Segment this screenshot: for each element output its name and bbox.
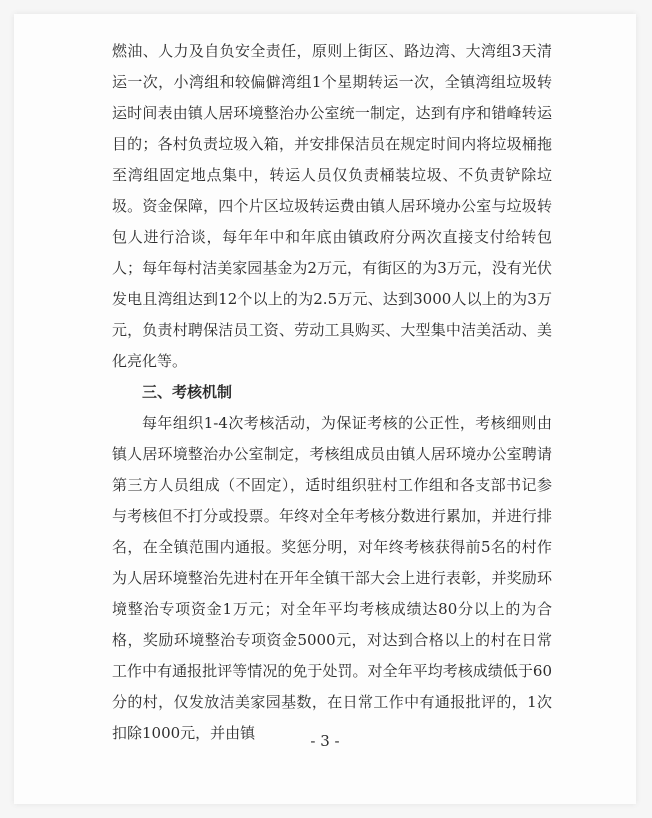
document-body <box>112 36 552 749</box>
document-page <box>14 14 636 804</box>
continued-paragraph: 燃油、人力及自负安全责任，原则上街区、路边湾、大湾组3天清运一次，小湾组和较偏僻湾组1个星期转运一次，全镇湾组垃圾转运时间表由镇人居环境整治办公室统一制定，达到有序和错峰转运目的；各村负责垃圾入箱，并安排保洁员在规定时间内将垃圾桶拖至湾组固定地点集中，转运人员仅负责桶装垃圾、不负责铲除垃圾。资金保障，四个片区垃圾转运费由镇人居环境办公室与垃圾转包人进行洽谈，每年年中和年底由镇政府分两次直接支付给转包人；每年每村洁美家园基金为2万元，有街区的为3万元，没有光伏发电且湾组达到12个以上的为2.5万元、达到3000人以上的为3万元，负责村聘保洁员工资、劳动工具购买、大型集中洁美活动、美化亮化等。 <box>112 42 552 370</box>
section-paragraph: 每年组织1-4次考核活动，为保证考核的公正性，考核细则由镇人居环境整治办公室制定，考核组成员由镇人居环境办公室聘请第三方人员组成（不固定），适时组织驻村工作组和各支部书记参与考核但不打分或投票。年终对全年考核分数进行累加，并进行排名，在全镇范围内通报。奖惩分明，对年终考核获得前5名的村作为人居环境整治先进村在开年全镇干部大会上进行表彰，并奖励环境整治专项资金1万元；对全年平均考核成绩达80分以上的为合格，奖励环境整治专项资金5000元，对达到合格以上的村在日常工作中有通报批评等情况的免于处罚。对全年平均考核成绩低于60分的村，仅发放洁美家园基数，在日常工作中有通报批评的，1次扣除1000元，并由镇 <box>112 414 552 742</box>
section-heading: 三、考核机制 <box>142 383 233 401</box>
page-number: - 3 - <box>310 732 340 750</box>
